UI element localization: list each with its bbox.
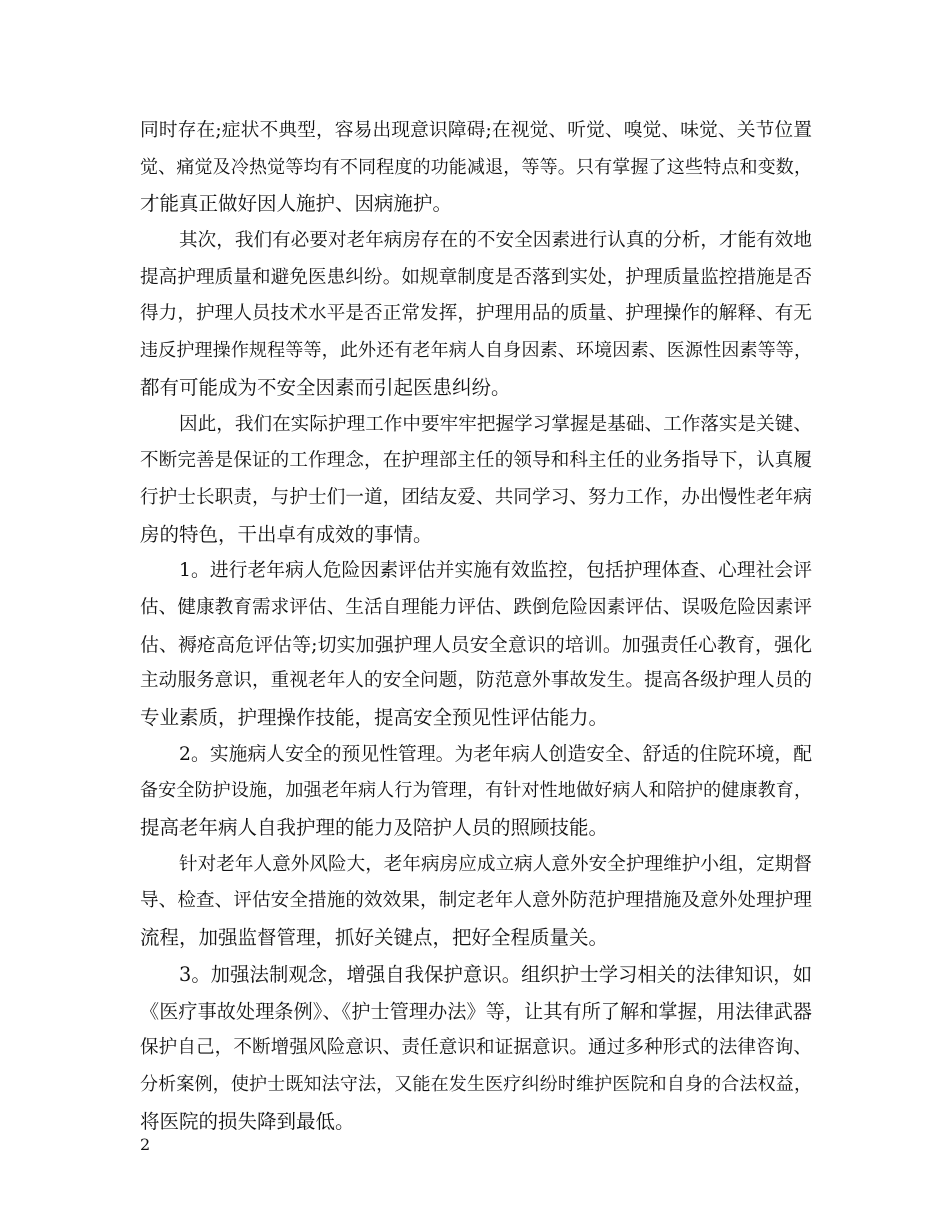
document-body [140,113,812,1140]
paragraph-first-line: 因此，我们在实际护理工作中要牢牢把握学习掌握是基础、工作落实是关键、 [179,413,812,435]
text-line: 估、健康教育需求评估、生活自理能力评估、跌倒危险因素评估、误吸危险因素评 [140,596,812,618]
text-line: 同时存在;症状不典型，容易出现意识障碍;在视觉、听觉、嗅觉、味觉、关节位置 [140,120,812,141]
text-line: 估、褥疮高危评估等;切实加强护理人员安全意识的培训。加强责任心教育，强化 [140,633,812,656]
text-line: 专业素质，护理操作技能，提高安全预见性评估能力。 [140,706,609,729]
text-line: 主动服务意识，重视老年人的安全问题，防范意外事故发生。提高各级护理人员的 [140,670,812,692]
text-line: 违反护理操作规程等等，此外还有老年病人自身因素、环境因素、医源性因素等等， [140,340,812,362]
text-line: 得力，护理人员技术水平是否正常发挥，护理用品的质量、护理操作的解释、有无 [140,303,812,325]
text-line: 不断完善是保证的工作理念，在护理部主任的领导和科主任的业务指导下，认真履 [140,450,812,472]
text-line: 流程，加强监督管理，抓好关键点，把好全程质量关。 [140,926,609,950]
text-line: 《医疗事故处理条例》、《护士管理办法》等，让其有所了解和掌握，用法律武器 [140,999,812,1023]
paragraph-first-line: 其次，我们有必要对老年病房存在的不安全因素进行认真的分析，才能有效地 [179,230,812,252]
text-line: 觉、痛觉及冷热觉等均有不同程度的功能减退，等等。只有掌握了这些特点和变数， [140,156,812,178]
text-line: 将医院的损失降到最低。 [140,1109,355,1133]
text-line: 房的特色，干出卓有成效的事情。 [140,522,433,546]
paragraph-first-line: 2。实施病人安全的预见性管理。为老年病人创造安全、舒适的住院环境，配 [179,743,812,765]
text-line: 都有可能成为不安全因素而引起医患纠纷。 [140,375,511,399]
text-line: 分析案例，使护士既知法守法，又能在发生医疗纠纷时维护医院和自身的合法权益， [140,1073,812,1095]
text-line: 备安全防护设施，加强老年病人行为管理，有针对性地做好病人和陪护的健康教育， [140,780,812,802]
text-line: 导、检查、评估安全措施的效效果，制定老年人意外防范护理措施及意外处理护理 [140,890,812,912]
text-line: 保护自己，不断增强风险意识、责任意识和证据意识。通过多种形式的法律咨询、 [140,1037,812,1059]
paragraph-first-line: 针对老年人意外风险大，老年病房应成立病人意外安全护理维护小组，定期督 [179,853,812,875]
text-line: 提高老年病人自我护理的能力及陪护人员的照顾技能。 [140,816,609,840]
paragraph-first-line: 1。进行老年病人危险因素评估并实施有效监控，包括护理体查、心理社会评 [179,560,812,582]
paragraph-first-line: 3。加强法制观念，增强自我保护意识。组织护士学习相关的法律知识，如 [179,962,812,986]
page-number: 2 [140,1135,151,1154]
text-line: 行护士长职责，与护士们一道，团结友爱、共同学习、努力工作，办出慢性老年病 [140,486,812,508]
text-line: 提高护理质量和避免医患纠纷。如规章制度是否落到实处，护理质量监控措施是否 [140,266,812,288]
text-line: 才能真正做好因人施护、因病施护。 [140,192,453,216]
